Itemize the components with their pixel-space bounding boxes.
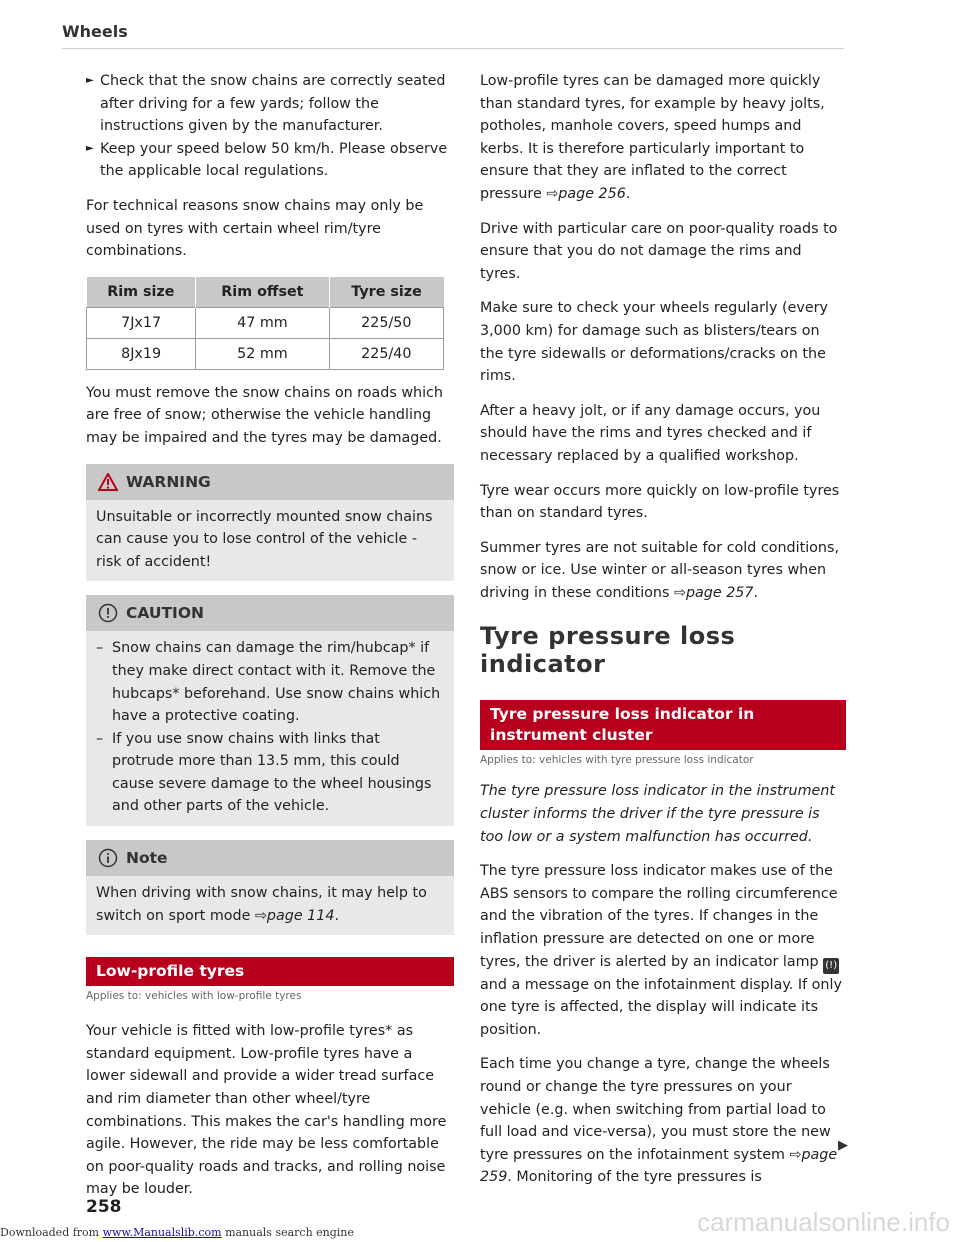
note-box	[86, 840, 454, 935]
note-label: Note	[126, 849, 168, 868]
note-body	[86, 876, 454, 935]
warning-label: WARNING	[126, 472, 211, 491]
page-reference-link[interactable]: ⇨page 257	[673, 584, 754, 601]
caution-item: – If you use snow chains with links that protrude more than 13.5 mm, this could cause severe damage to the wheel housings and other parts of the vehicle.	[96, 730, 432, 815]
body-paragraph: Summer tyres are not suitable for cold conditions, snow or ice. Use winter or all-season tyres when driving in these conditions ⇨page 257.	[480, 539, 839, 601]
table-cell: 52 mm	[196, 338, 329, 369]
column-header: Rim size	[87, 277, 196, 308]
note-text: When driving with snow chains, it may help to switch on sport mode ⇨page 114.	[96, 885, 427, 924]
triangle-bullet-icon: ►	[86, 142, 94, 154]
note-header	[86, 840, 454, 876]
caution-item: – Snow chains can damage the rim/hubcap* if they make direct contact with it. Remove the hubcaps* beforehand. Use snow chains which have a protective coating.	[96, 640, 441, 725]
table-row	[87, 307, 444, 338]
instruction-list	[86, 70, 454, 183]
table-cell: 8Jx19	[87, 338, 196, 369]
warning-box	[86, 464, 454, 582]
table-header-row	[87, 277, 444, 308]
body-paragraph: Drive with particular care on poor-quality roads to ensure that you do not damage the rims and tyres.	[480, 220, 838, 282]
instruction-item: ► Check that the snow chains are correctly seated after driving for a few yards; follow the instructions given by the manufacturer.	[86, 70, 454, 138]
section-heading-tpli: Tyre pressure loss indicator in instrument cluster	[480, 700, 846, 750]
warning-triangle-icon	[98, 473, 118, 491]
instruction-item: ► Keep your speed below 50 km/h. Please observe the applicable local regulations.	[86, 138, 454, 183]
caution-box	[86, 595, 454, 826]
body-paragraph: Tyre wear occurs more quickly on low-profile tyres than on standard tyres.	[480, 482, 840, 522]
page-header	[62, 22, 844, 49]
page-number: 258	[86, 1197, 122, 1217]
warning-header	[86, 464, 454, 500]
left-column	[86, 70, 454, 1201]
watermark: carmanualsonline.info	[697, 1207, 950, 1237]
caution-body	[86, 631, 454, 826]
section-heading-lowprofile: Low-profile tyres	[86, 957, 454, 986]
warning-body	[86, 500, 454, 582]
page-section-title: Wheels	[62, 22, 128, 41]
table-cell: 225/50	[329, 307, 443, 338]
page-reference-link[interactable]: ⇨page 256	[546, 185, 626, 202]
right-column	[480, 70, 846, 1189]
page-reference-link[interactable]: ⇨page 114	[254, 907, 335, 924]
body-paragraph: Your vehicle is fitted with low-profile tyres* as standard equipment. Low-profile tyres have a lower sidewall and provide a wider tread surface and rim diameter than other wheel/tyre combinations. This makes the car's handling more agile. However, the ride may be less comfortable on poor-quality roads and tracks, and rolling noise may be louder.	[86, 1023, 447, 1198]
caution-circle-icon	[98, 603, 118, 623]
info-circle-icon	[98, 848, 118, 868]
warning-text: Unsuitable or incorrectly mounted snow chains can cause you to lose control of the vehicle - risk of accident!	[96, 508, 433, 570]
body-paragraph: Each time you change a tyre, change the wheels round or change the tyre pressures on your vehicle (e.g. when switching from partial load to full load and vice-versa), you must store the new tyre pressures on the infotainment system ⇨page 259. Monitoring of the tyre pressures is	[480, 1056, 838, 1186]
table-cell: 7Jx17	[87, 307, 196, 338]
table-row	[87, 338, 444, 369]
body-paragraph: For technical reasons snow chains may only be used on tyres with certain wheel rim/tyre combinations.	[86, 197, 424, 260]
body-paragraph: Low-profile tyres can be damaged more quickly than standard tyres, for example by heavy jolts, potholes, manhole covers, speed humps and kerbs. It is therefore particularly important to ensure that they are inflated to the correct pressure ⇨page 256.	[480, 73, 825, 202]
body-paragraph: The tyre pressure loss indicator makes use of the ABS sensors to compare the rolling circumference and the vibration of the tyres. If changes in the inflation pressure are detected on one or more tyres, the driver is alerted by an indicator lamp (!) and a message on the infotainment display. If only one tyre is affected, the display will indicate its position.	[480, 863, 842, 1038]
page-reference-link[interactable]: ⇨page 259	[480, 1146, 838, 1186]
triangle-bullet-icon: ►	[86, 75, 94, 86]
download-footer: Downloaded from www.Manualslib.com manuals search engine	[0, 1226, 354, 1239]
body-paragraph: You must remove the snow chains on roads which are free of snow; otherwise the vehicle handling may be impaired and the tyres may be damaged.	[86, 384, 443, 446]
manualslib-link[interactable]: www.Manualslib.com	[102, 1226, 222, 1239]
table-cell: 225/40	[329, 338, 443, 369]
rim-tyre-table	[86, 277, 444, 370]
tyre-pressure-warning-lamp-icon: (!)	[823, 958, 839, 974]
column-header: Tyre size	[329, 277, 443, 308]
caution-header	[86, 595, 454, 631]
column-header: Rim offset	[196, 277, 329, 308]
intro-paragraph: The tyre pressure loss indicator in the instrument cluster informs the driver if the tyre pressure is too low or a system malfunction has occurred.	[480, 783, 835, 845]
caution-list	[96, 637, 444, 818]
chapter-heading: Tyre pressure loss indicator	[480, 622, 736, 679]
continue-arrow-icon: ▶	[838, 1138, 848, 1153]
caution-label: CAUTION	[126, 604, 204, 623]
body-paragraph: After a heavy jolt, or if any damage occurs, you should have the rims and tyres checked and if necessary replaced by a qualified workshop.	[480, 402, 821, 464]
applies-to-note: Applies to: vehicles with tyre pressure loss indicator	[480, 754, 754, 767]
table-cell: 47 mm	[196, 307, 329, 338]
body-paragraph: Make sure to check your wheels regularly (every 3,000 km) for damage such as blisters/tears on the tyre sidewalls or deformations/cracks on the rims.	[480, 300, 828, 385]
applies-to-note: Applies to: vehicles with low-profile tyres	[86, 990, 302, 1003]
